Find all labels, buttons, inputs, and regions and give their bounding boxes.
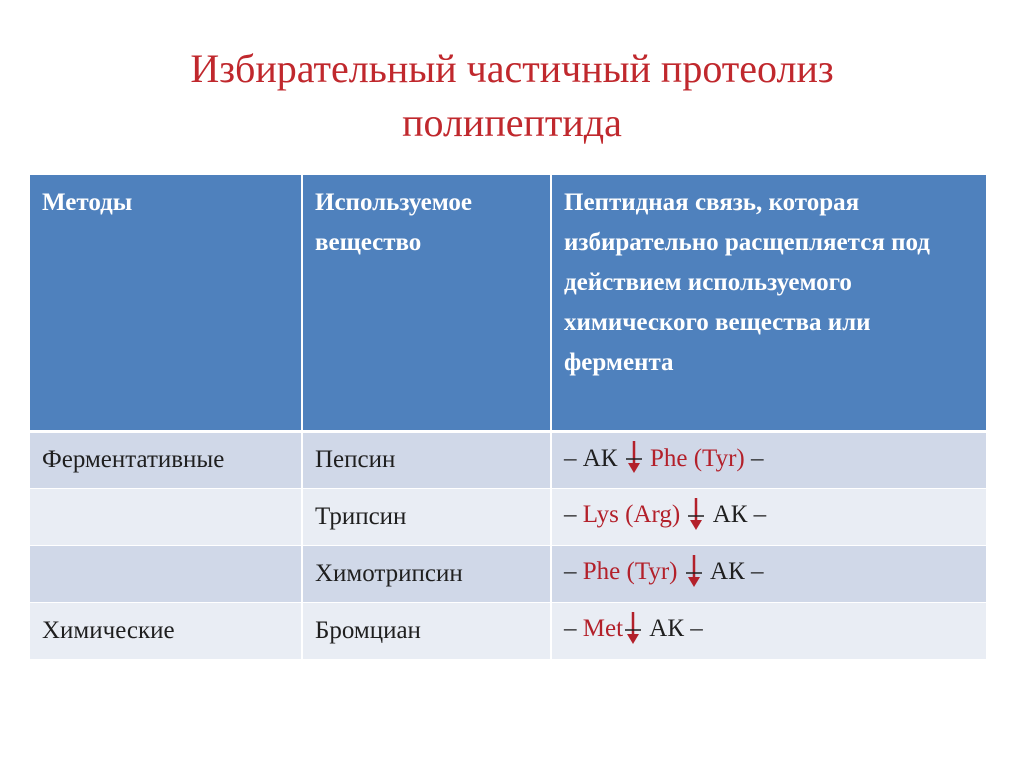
cell-bond: [551, 431, 986, 488]
bond-post: АК –: [703, 558, 764, 586]
bond-after: [678, 558, 684, 585]
cell-substance: Пепсин: [302, 431, 551, 488]
table-row: [30, 545, 986, 602]
down-arrow-cleavage-icon: [625, 616, 641, 646]
title-line-2: полипептида: [402, 100, 622, 145]
bond-pre: –: [564, 501, 583, 529]
bond-pre: – АК: [564, 444, 624, 472]
cell-bond: [551, 602, 986, 659]
cell-method: [30, 488, 302, 545]
header-substance: Используемое вещество: [302, 175, 551, 431]
cell-substance: Химотрипсин: [302, 545, 551, 602]
title-line-1: Избирательный частичный протеолиз: [190, 46, 834, 91]
down-arrow-cleavage-icon: [626, 445, 642, 475]
down-arrow-cleavage-icon: [686, 559, 702, 589]
bond-residue: Met: [582, 615, 624, 643]
bond-pre: –: [564, 615, 583, 643]
bond-post: АК –: [643, 615, 703, 643]
cell-bond: [551, 488, 986, 545]
table-row: [30, 488, 986, 545]
cell-method: Химические: [30, 602, 302, 659]
table-row: [30, 431, 986, 488]
bond-residue: Lys (Arg): [582, 501, 681, 529]
header-bond: Пептидная связь, которая избирательно расщепляется под действием используемого химического вещества или фермента: [551, 175, 986, 431]
proteolysis-table: [30, 175, 986, 660]
down-arrow-cleavage-icon: [688, 502, 704, 532]
bond-residue: Phe (Tyr): [582, 558, 678, 586]
bond-after: [680, 501, 686, 528]
bond-residue: Phe (Tyr): [649, 444, 745, 472]
table-header-row: [30, 175, 986, 431]
bond-post: АК –: [706, 501, 767, 529]
bond-pre: –: [564, 558, 583, 586]
cell-substance: Трипсин: [302, 488, 551, 545]
bond-post: –: [744, 444, 764, 472]
cell-method: Ферментативные: [30, 431, 302, 488]
cell-substance: Бромциан: [302, 602, 551, 659]
cell-method: [30, 545, 302, 602]
table-row: [30, 602, 986, 659]
slide-title: [100, 42, 924, 150]
header-methods: Методы: [30, 175, 302, 431]
cell-bond: [551, 545, 986, 602]
